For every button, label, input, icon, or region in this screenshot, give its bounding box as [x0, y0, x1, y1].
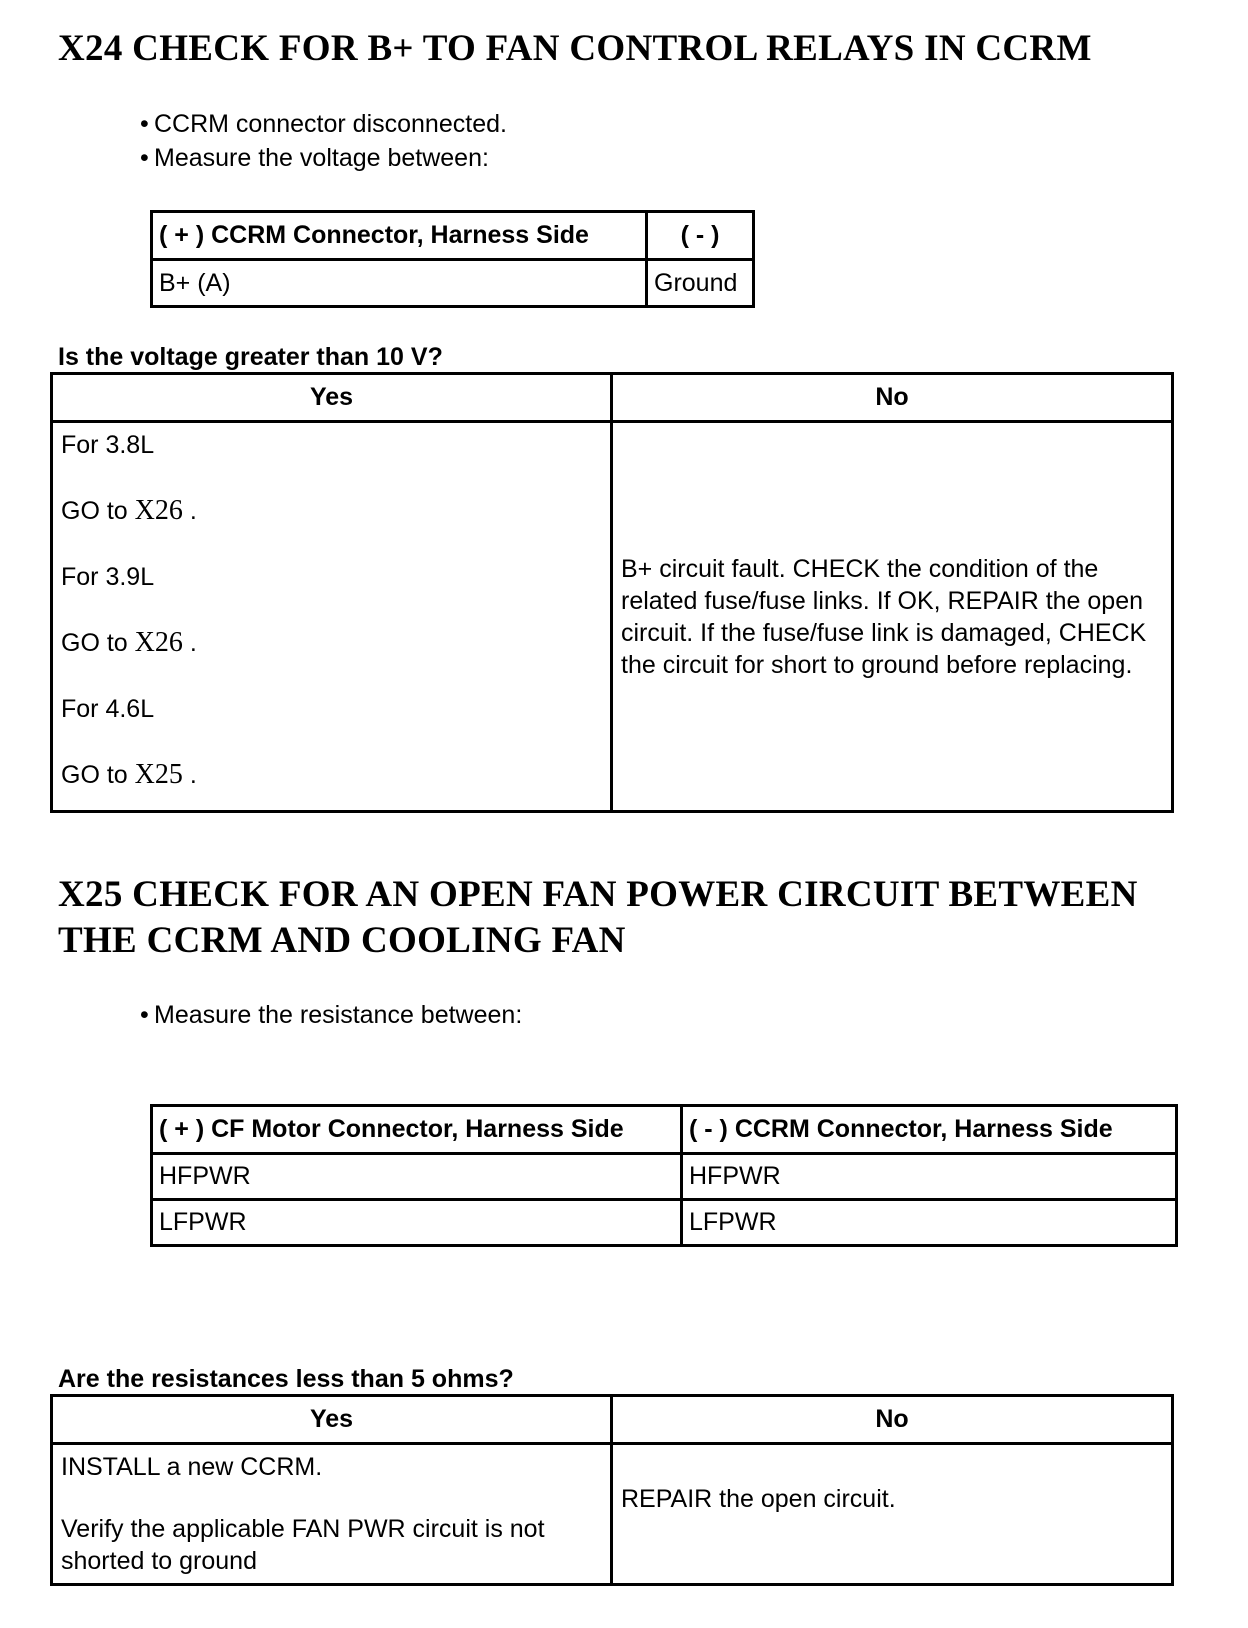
x25-measure-col2-header: ( - ) CCRM Connector, Harness Side: [682, 1106, 1177, 1154]
x25-title-line-1: X25 CHECK FOR AN OPEN FAN POWER CIRCUIT BETWEEN: [58, 874, 1138, 915]
x25-yes-cell: [52, 1444, 612, 1585]
x25-bullet-list: [140, 998, 522, 1032]
x24-measure-col1-header: ( + ) CCRM Connector, Harness Side: [152, 212, 647, 260]
x25-yes-line-1: INSTALL a new CCRM.: [61, 1453, 323, 1481]
x24-yes-line-1: For 3.8L: [61, 431, 155, 459]
x25-title-line-2: THE CCRM AND COOLING FAN: [58, 920, 626, 961]
x25-measure-row-1-col-2: HFPWR: [682, 1154, 1177, 1200]
x24-yes-go-3: GO to X25 .: [61, 759, 197, 790]
x24-yes-header: Yes: [52, 374, 612, 422]
x24-bullet-1: • CCRM connector disconnected.: [140, 107, 507, 141]
x25-title: [58, 872, 1138, 964]
x25-measure-col1-header: ( + ) CF Motor Connector, Harness Side: [152, 1106, 682, 1154]
x24-result-table: [50, 372, 1174, 813]
x24-measure-table: [150, 210, 755, 308]
x25-measure-row-2-col-1: LFPWR: [152, 1200, 682, 1246]
x25-result-table: [50, 1394, 1174, 1586]
x25-no-header: No: [612, 1396, 1173, 1444]
x25-measure-row-1-col-1: HFPWR: [152, 1154, 682, 1200]
x25-link[interactable]: X25: [134, 759, 183, 790]
x24-yes-cell: [52, 422, 612, 812]
x25-bullet-1: • Measure the resistance between:: [140, 998, 522, 1032]
x25-yes-line-2: Verify the applicable FAN PWR circuit is not shorted to ground: [61, 1515, 545, 1575]
x26-link[interactable]: X26: [134, 495, 183, 526]
x25-measure-row-2-col-2: LFPWR: [682, 1200, 1177, 1246]
x24-yes-go-2: GO to X26 .: [61, 627, 197, 658]
x25-measure-table: [150, 1104, 1178, 1247]
x24-no-text: B+ circuit fault. CHECK the condition of the related fuse/fuse links. If OK, REPAIR the open circuit. If the fuse/fuse link is damaged, CHECK the circuit for short to ground before replacing.: [621, 554, 1147, 679]
x25-question: Are the resistances less than 5 ohms?: [58, 1365, 514, 1393]
x24-measure-col2-header: ( - ): [647, 212, 754, 260]
x24-yes-go-1: GO to X26 .: [61, 495, 197, 526]
x24-measure-cell-2: Ground: [647, 260, 754, 307]
x24-bullet-2: • Measure the voltage between:: [140, 141, 507, 175]
x26-link[interactable]: X26: [134, 627, 183, 658]
x24-yes-line-3: For 4.6L: [61, 695, 155, 723]
x24-no-cell: [612, 422, 1173, 812]
x25-no-text: REPAIR the open circuit.: [621, 1485, 896, 1513]
x24-title: X24 CHECK FOR B+ TO FAN CONTROL RELAYS IN CCRM: [58, 28, 1092, 69]
x24-measure-cell-1: B+ (A): [152, 260, 647, 307]
x24-no-header: No: [612, 374, 1173, 422]
x24-bullet-list: [140, 107, 507, 175]
x24-question: Is the voltage greater than 10 V?: [58, 343, 443, 371]
x25-no-cell: [612, 1444, 1173, 1585]
x24-yes-line-2: For 3.9L: [61, 563, 155, 591]
x25-yes-header: Yes: [52, 1396, 612, 1444]
